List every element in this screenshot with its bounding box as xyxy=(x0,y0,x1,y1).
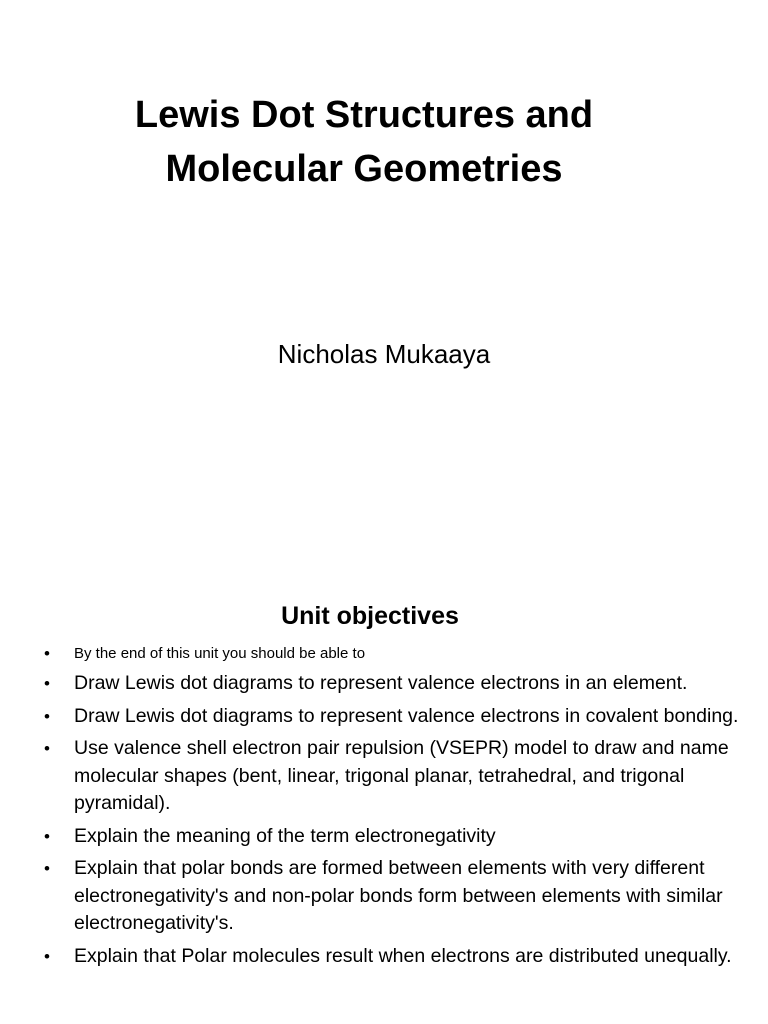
bullet-icon: • xyxy=(44,946,50,966)
objective-text: Explain the meaning of the term electronegativity xyxy=(74,824,496,847)
list-item xyxy=(0,703,768,731)
bullet-icon: • xyxy=(44,674,50,693)
bullet-icon: • xyxy=(44,826,50,846)
title-line-1: Lewis Dot Structures and xyxy=(134,94,594,136)
author-name: Nicholas Mukaaya xyxy=(277,339,491,369)
list-item xyxy=(0,642,768,666)
objective-text: By the end of this unit you should be able to xyxy=(74,645,366,662)
bullet-icon: • xyxy=(44,859,50,878)
section-heading: Unit objectives xyxy=(281,602,459,630)
objective-text: Explain that Polar molecules result when electrons are distributed unequally. xyxy=(74,944,732,967)
list-item xyxy=(0,855,768,938)
objective-text: Explain that polar bonds are formed between elements with very different electronegativity's and non-polar bonds form between elements with similar electronegativity's. xyxy=(74,857,723,934)
bullet-icon: • xyxy=(44,644,50,663)
list-item xyxy=(0,735,768,818)
objective-text: Use valence shell electron pair repulsion (VSEPR) model to draw and name molecular shapes (bent, linear, trigonal planar, tetrahedral, and trigonal pyramidal). xyxy=(74,737,729,814)
objective-text: Draw Lewis dot diagrams to represent valence electrons in an element. xyxy=(74,672,688,694)
title-line-2: Molecular Geometries xyxy=(165,148,563,190)
objective-text: Draw Lewis dot diagrams to represent valence electrons in covalent bonding. xyxy=(74,704,739,727)
bullet-icon: • xyxy=(44,739,50,758)
slide-title xyxy=(0,88,728,196)
bullet-icon: • xyxy=(44,706,50,726)
list-item xyxy=(0,670,768,698)
objectives-list xyxy=(0,642,768,975)
list-item xyxy=(0,943,768,971)
list-item xyxy=(0,823,768,851)
